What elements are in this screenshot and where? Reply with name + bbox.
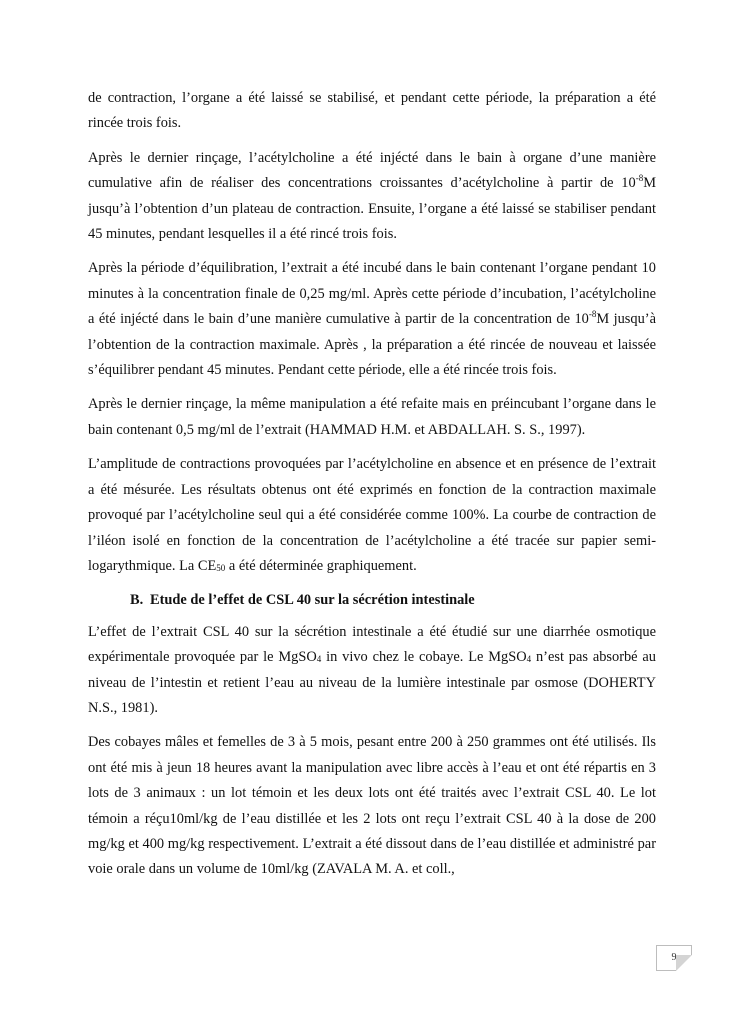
section-heading-title: Etude de l’effet de CSL 40 sur la sécrétion intestinale	[150, 592, 475, 609]
paragraph-7-text: Des cobayes mâles et femelles de 3 à 5 mois, pesant entre 200 à 250 grammes ont été utilisés. Ils ont été mis à jeun 18 heures avant la manipulation avec libre accès à l’eau et ont été répartis en 3 lots de 3 animaux : un lot témoin et les deux lots ont été traités avec l’extrait CSL 40. Le lot témoin a réçu10ml/kg de l’eau distillée et les 2 lots ont reçu l’extrait CSL 40 à la dose de 200 mg/kg et 400 mg/kg respectivement. L’extrait a été dissout dans de l’eau distillée et administré par voie orale dans un volume de 10ml/kg (ZAVALA M. A. et coll.,	[88, 734, 656, 878]
paragraph-6-text-b: in vivo chez le cobaye. Le MgSO	[321, 649, 527, 666]
paragraph-4-text: Après le dernier rinçage, la même manipulation a été refaite mais en préincubant l’organe dans le bain contenant 0,5 mg/ml de l’extrait (HAMMAD H.M. et ABDALLAH. S. S., 1997).	[88, 396, 656, 438]
section-heading-letter: B.	[130, 592, 144, 609]
paragraph-3-exponent: -8	[588, 309, 597, 320]
paragraph-2-text-b: M jusqu’à l’obtention d’un plateau de contraction. Ensuite, l’organe a été laissé se stabiliser pendant 45 minutes, pendant lesquelles il a été rincé trois fois.	[88, 175, 656, 243]
paragraph-2-exponent: -8	[635, 173, 644, 184]
paragraph-3-text-a: Après la période d’équilibration, l’extrait a été incubé dans le bain contenant l’organe pendant 10 minutes à la concentration finale de 0,25 mg/ml. Après cette période d’incubation, l’acétylcholine a été injécté dans le bain d’une manière cumulative à partir de la concentration de 10	[88, 260, 656, 328]
paragraph-1	[88, 86, 656, 137]
paragraph-3	[88, 256, 656, 383]
paragraph-5-text-b: a été déterminée graphiquement.	[225, 557, 417, 574]
section-heading	[88, 588, 656, 613]
page-corner-fold-icon	[676, 955, 692, 971]
paragraph-6-text-a: L’effet de l’extrait CSL 40 sur la sécrétion intestinale a été étudié sur une diarrhée osmotique expérimentale provoquée par le MgSO	[88, 623, 656, 666]
paragraph-1-text: de contraction, l’organe a été laissé se stabilisé, et pendant cette période, la préparation a été rincée trois fois.	[88, 90, 656, 132]
paragraph-5-subscript: 50	[216, 562, 226, 573]
paragraph-7	[88, 730, 656, 882]
page-body	[88, 86, 656, 892]
page-number	[656, 945, 692, 971]
page-number-text: 9	[671, 952, 677, 963]
paragraph-4	[88, 392, 656, 443]
paragraph-5-text-a: L’amplitude de contractions provoquées par l’acétylcholine en absence et en présence de l’extrait a été mésurée. Les résultats obtenus ont été exprimés en fonction de la contraction maximale provoqué par l’acétylcholine seul qui a été considérée comme 100%. La courbe de contraction de l’iléon isolé en fonction de la concentration de l’acétylcholine a été tracée sur papier semi-logarythmique. La CE	[88, 456, 656, 574]
paragraph-5	[88, 452, 656, 579]
paragraph-2	[88, 146, 656, 248]
paragraph-6-text-c: n’est pas absorbé au niveau de l’intestin et retient l’eau au niveau de la lumière intestinale par osmose (DOHERTY N.S., 1981).	[88, 649, 656, 716]
paragraph-6-subscript-1: 4	[316, 654, 322, 665]
paragraph-3-text-b: M jusqu’à l’obtention de la contraction maximale. Après , la préparation a été rincée de nouveau et laissée s’équilibrer pendant 45 minutes. Pendant cette période, elle a été rincée trois fois.	[88, 311, 656, 379]
paragraph-6	[88, 620, 656, 722]
paragraph-2-text-a: Après le dernier rinçage, l’acétylcholine a été injécté dans le bain à organe d’une manière cumulative afin de réaliser des concentrations croissantes d’acétylcholine à partir de 10	[88, 149, 656, 192]
paragraph-6-subscript-2: 4	[526, 654, 532, 665]
